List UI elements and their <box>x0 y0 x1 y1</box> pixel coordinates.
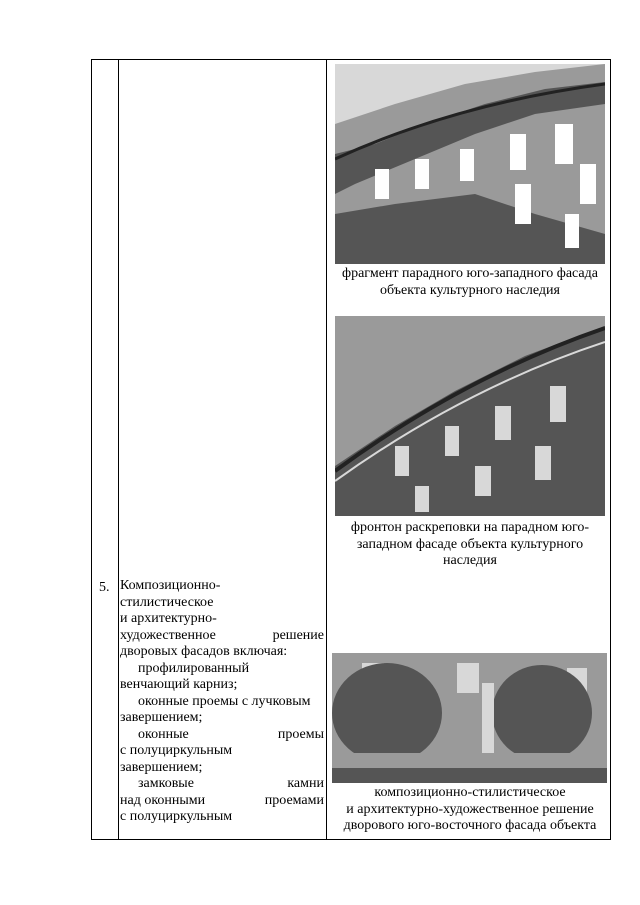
description-line: дворовых фасадов включая: <box>120 644 288 659</box>
description-line: оконные проемы <box>138 726 324 742</box>
row-number: 5. <box>99 580 110 595</box>
description-line: завершением; <box>120 759 203 775</box>
description-line: с полуциркульным <box>120 809 233 824</box>
description-line: над оконными проемами <box>120 792 324 808</box>
description-line: завершением; <box>120 710 203 725</box>
courtyard-facade-photo <box>332 633 607 783</box>
description-line: Композиционно- <box>120 578 221 593</box>
pediment-photo <box>335 316 605 516</box>
description-line: оконные проемы с лучковым <box>138 693 311 709</box>
row-description <box>120 578 324 826</box>
facade-fragment-photo <box>335 64 605 264</box>
photo-caption: фрагмент парадного юго-западного фасада объекта культурного наследия <box>342 266 598 298</box>
column-divider <box>326 60 327 839</box>
description-line: с полуциркульным <box>120 743 233 758</box>
photo-caption: фронтон раскреповки на парадном юго- западном фасаде объекта культурного наследия <box>350 520 590 568</box>
description-line: венчающий карниз; <box>120 677 238 692</box>
description-line: стилистическое <box>120 594 214 610</box>
description-line: и архитектурно- <box>120 611 217 626</box>
heritage-table <box>91 59 611 840</box>
description-line: замковые камни <box>138 776 324 791</box>
description-line: художественное решение <box>120 627 324 643</box>
photo-caption: композиционно-стилистическое и архитектурно-художественное решение дворового юго-восточного фасада объекта <box>343 785 597 833</box>
description-line: профилированный <box>138 660 250 676</box>
column-divider <box>118 60 119 839</box>
